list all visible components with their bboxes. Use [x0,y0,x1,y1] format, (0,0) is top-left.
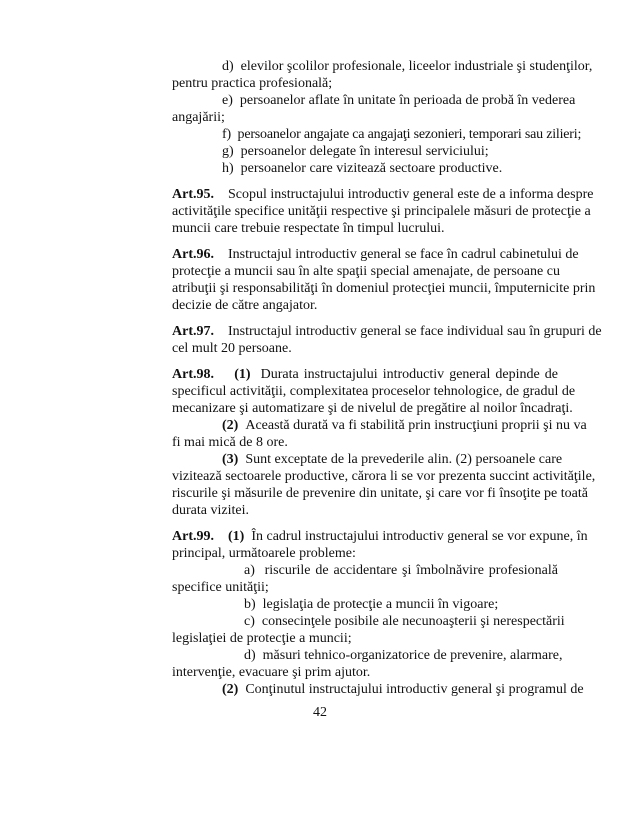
article-99-item-b: b) legislaţia de protecţie a muncii în vigoare; [244,597,499,612]
article-98-paragraph-3-label: (3) [222,452,239,467]
article-96-line2: protecţie a muncii sau în alte spaţii special amenajate, de persoane cu [172,264,560,279]
article-98-paragraph-2-line2: fi mai mică de 8 ore. [172,435,288,450]
article-98-line1 [172,366,558,383]
article-95-label: Art.95. [172,187,214,202]
article-96-line1 [172,246,579,263]
article-98-line2: specificul activităţii, complexitatea proceselor tehnologice, de gradul de [172,384,576,399]
article-99-paragraph-2-text: Conţinutul instructajului introductiv general şi programul de [245,682,584,697]
article-97-line2: cel mult 20 persoane. [172,341,292,356]
article-98-paragraph-1-text: Durata instructajului introductiv general depinde de [260,367,559,382]
article-99-label: Art.99. [172,529,214,544]
article-99-item-c-line1: c) consecinţele posibile ale necunoaşterii şi nerespectării [244,614,565,629]
article-97-text: Instructajul introductiv general se face individual sau în grupuri de [228,324,602,339]
article-99-paragraph-1-label: (1) [228,529,245,544]
article-98-paragraph-3-line1 [222,451,563,468]
article-98-line3: mecanizare şi automatizare şi de nivelul de pregătire al noilor încadraţi. [172,401,573,416]
article-99-item-d-line2: intervenţie, evacuare şi prim ajutor. [172,665,371,680]
article-96-text: Instructajul introductiv general se face în cadrul cabinetului de [228,247,579,262]
article-96-line4: decizie de către angajator. [172,298,318,313]
article-98-paragraph-2-label: (2) [222,418,239,433]
article-98-paragraph-3-line2: vizitează sectoarele productive, cărora li se vor prezenta succint activităţile, [172,469,596,484]
article-95-line3: muncii care trebuie respectate în timpul lucrului. [172,221,445,236]
article-98-paragraph-3-line3: riscurile şi măsurile de prevenire din unitate, şi care vor fi însoţite pe toată [172,486,588,501]
list-item-e-line1: e) persoanelor aflate în unitate în perioada de probă în vederea [222,93,576,108]
page-number: 42 [313,705,327,720]
article-99-line1 [172,528,588,545]
article-97-line1 [172,323,602,340]
article-98-label: Art.98. [172,367,214,382]
article-99-item-a-line2: specifice unităţii; [172,580,269,595]
list-item-e-line2: angajării; [172,110,225,125]
list-item-h: h) persoanelor care vizitează sectoare productive. [222,161,503,176]
article-95-line1 [172,186,594,203]
list-item-g: g) persoanelor delegate în interesul serviciului; [222,144,489,159]
list-item-f: f) persoanelor angajate ca angajaţi sezonieri, temporari sau zilieri; [222,127,582,142]
article-96-label: Art.96. [172,247,214,262]
list-item-d-line2: pentru practica profesională; [172,76,333,91]
article-95-line2: activităţile specifice unităţii respective şi principalele măsuri de protecţie a [172,204,591,219]
article-99-paragraph-2-line1 [222,681,584,698]
article-99-item-c-line2: legislaţiei de protecţie a muncii; [172,631,352,646]
article-99-line2: principal, următoarele probleme: [172,546,356,561]
article-95-text: Scopul instructajului introductiv general este de a informa despre [228,187,594,202]
list-item-d-line1: d) elevilor şcolilor profesionale, liceelor industriale şi studenţilor, [222,59,593,74]
article-98-paragraph-3-text: Sunt exceptate de la prevederile alin. (2) persoanele care [245,452,563,467]
article-99-item-d-line1: d) măsuri tehnico-organizatorice de prevenire, alarmare, [244,648,563,663]
article-99-item-a-line1: a) riscurile de accidentare şi îmbolnăvire profesională [244,563,558,578]
article-98-paragraph-2-text: Această durată va fi stabilită prin instrucţiuni proprii şi nu va [245,418,587,433]
article-98-paragraph-2-line1 [222,417,587,434]
article-98-paragraph-1-label: (1) [234,367,251,382]
article-96-line3: atribuţii şi responsabilităţi în domeniul protecţiei muncii, împuternicite prin [172,281,596,296]
article-99-paragraph-2-label: (2) [222,682,239,697]
article-97-label: Art.97. [172,324,214,339]
article-99-paragraph-1-text: În cadrul instructajului introductiv general se vor expune, în [251,529,588,544]
article-98-paragraph-3-line4: durata vizitei. [172,503,249,518]
